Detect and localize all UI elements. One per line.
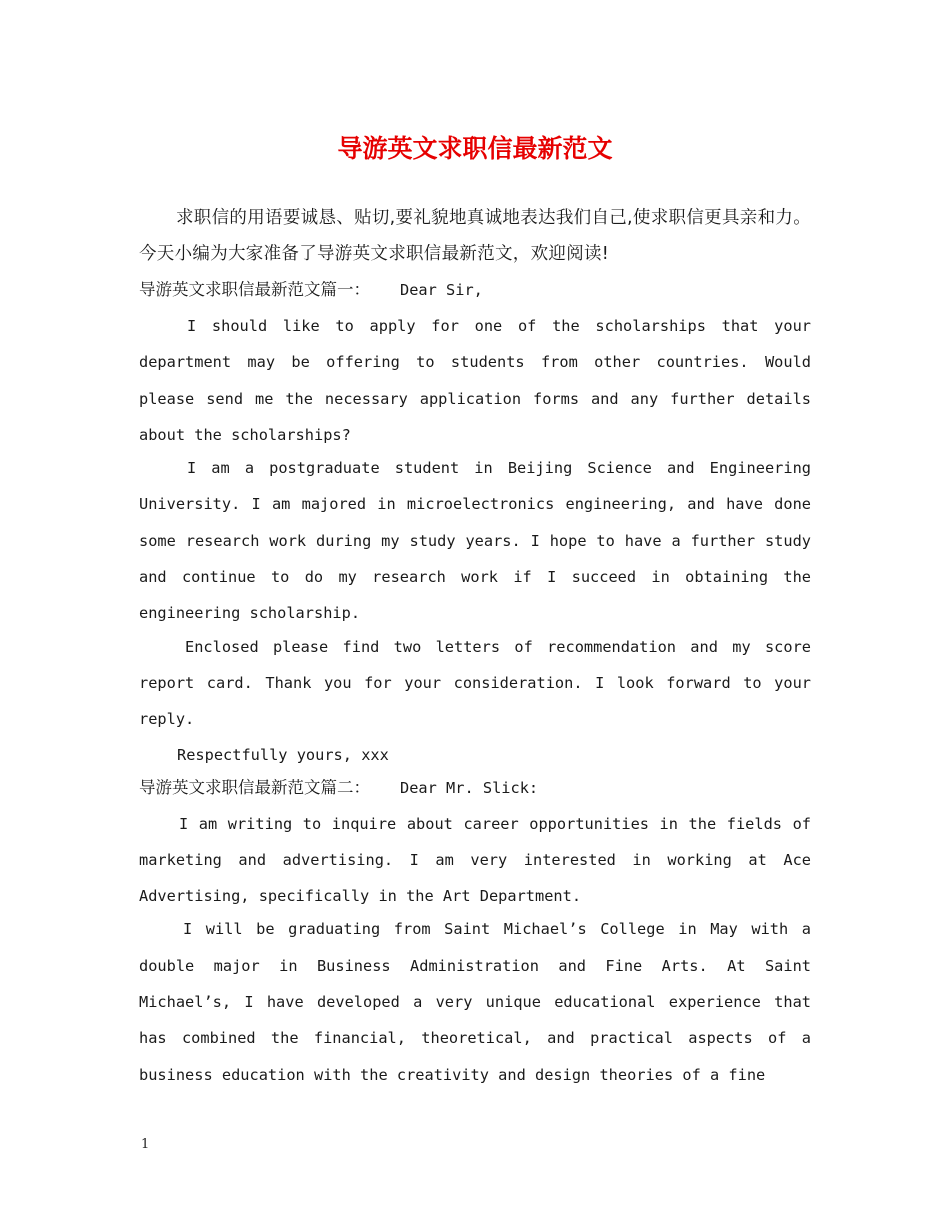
letter2-paragraph: I will be graduating from Saint Michael’s College in May with a double major in Business Administration and Fine Arts. At Saint Michael’s, I have developed a very unique educational experience that has combined the financial, theoretical, and practical aspects of a business education with the creativity and design theories of a fine	[139, 920, 811, 1084]
letter1-closing: Respectfully yours, xxx	[177, 745, 389, 764]
page-number: 1	[141, 1137, 150, 1152]
letter1-greeting: Dear Sir,	[400, 281, 483, 299]
letter1-paragraph: Enclosed please find two letters of recommendation and my score report card. Thank you for your consideration. I look forward to your reply.	[139, 637, 811, 729]
letter1-paragraph: I should like to apply for one of the scholarships that your department may be offering to students from other countries. Would please send me the necessary application forms and any further details about the scholarships?	[139, 317, 811, 444]
letter1-paragraph: I am a postgraduate student in Beijing Science and Engineering University. I am majored in microelectronics engineering, and have done some research work during my study years. I hope to have a further study and continue to do my research work if I succeed in obtaining the engineering scholarship.	[139, 459, 811, 623]
letter2-heading	[139, 770, 811, 806]
letter1-heading	[139, 272, 811, 308]
intro-paragraph: 求职信的用语要诚恳、贴切,要礼貌地真诚地表达我们自己,使求职信更具亲和力。今天小编为大家准备了导游英文求职信最新范文，欢迎阅读!	[139, 208, 811, 264]
document-body	[139, 200, 811, 1093]
document-title: 导游英文求职信最新范文	[337, 134, 613, 163]
letter2-paragraph: I am writing to inquire about career opportunities in the fields of marketing and advertising. I am very interested in working at Ace Advertising, specifically in the Art Department.	[139, 814, 811, 906]
letter1-label: 导游英文求职信最新范文篇一：	[139, 280, 370, 299]
letter2-greeting: Dear Mr. Slick:	[400, 778, 539, 797]
letter2-label: 导游英文求职信最新范文篇二：	[139, 777, 370, 797]
